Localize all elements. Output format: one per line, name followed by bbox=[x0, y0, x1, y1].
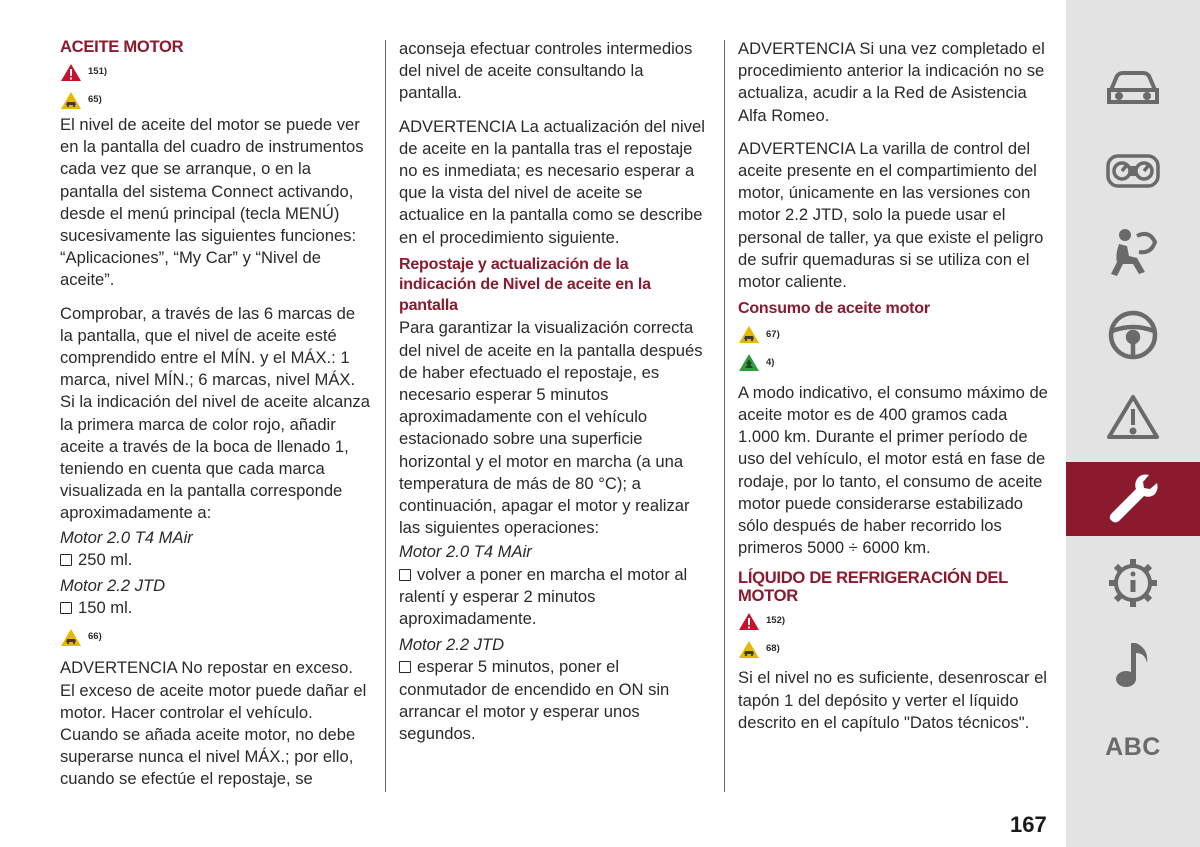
airbag-icon bbox=[1105, 226, 1161, 278]
checkbox-bullet-icon bbox=[399, 661, 411, 673]
paragraph: ADVERTENCIA No repostar en exceso. El exceso de aceite motor puede dañar el motor. Hacer controlar el vehículo. Cuando se añada aceite motor, no debe superarse nunca el nivel MÁX.; por ello, cuando se efectúe el repostaje, se bbox=[60, 658, 367, 789]
engine-label: Motor 2.2 JTD bbox=[399, 635, 505, 655]
wrench-icon bbox=[1105, 471, 1161, 527]
paragraph: aconseja efectuar controles intermedios del nivel de aceite consultando la pantalla. bbox=[399, 39, 693, 103]
section-heading-liquido-refrigeracion: LÍQUIDO DE REFRIGERACIÓN DEL MOTOR bbox=[738, 568, 1008, 606]
chapter-sidebar bbox=[1066, 0, 1200, 847]
caution-ref-number: 67) bbox=[766, 328, 780, 340]
column-divider bbox=[724, 40, 725, 792]
sidebar-item-maintenance[interactable] bbox=[1066, 462, 1200, 536]
checkbox-bullet-icon bbox=[60, 602, 72, 614]
bullet-text: volver a poner en marcha el motor al ralentí y esperar 2 minutos aproximadamente. bbox=[399, 564, 688, 628]
sidebar-item-dashboard[interactable] bbox=[1066, 134, 1200, 208]
caution-ref bbox=[60, 623, 372, 651]
subsection-heading: Repostaje y actualización de la indicación de Nivel de aceite en la pantalla bbox=[399, 255, 651, 314]
warning-ref-number: 152) bbox=[766, 615, 786, 627]
paragraph: Comprobar, a través de las 6 marcas de la pantalla, que el nivel de aceite esté comprendido entre el MÍN. y el MÁX.: 1 marca, nivel MÍN.; 6 marcas, nivel MÁX. Si la indicación del nivel de aceite alcanza la primera marca de color rojo, añadir aceite a través de la boca de llenado 1, teniendo en cuenta que cada marca visualizada en la pantalla corresponde aproximadamente a: bbox=[60, 303, 370, 523]
checkbox-bullet-icon bbox=[60, 554, 72, 566]
column-2 bbox=[399, 38, 707, 749]
section-heading-aceite-motor: ACEITE MOTOR bbox=[60, 37, 184, 56]
column-1 bbox=[60, 38, 372, 802]
steering-wheel-icon bbox=[1107, 309, 1159, 361]
paragraph: A modo indicativo, el consumo máximo de aceite motor es de 400 gramos cada 1.000 km. Durante el primer período de uso del vehículo, el motor está en fase de rodaje, por lo tanto, el consumo de aceite motor puede considerarse estabilizado sólo después de haber recorrido los primeros 5000 ÷ 6000 km. bbox=[738, 382, 1048, 558]
car-caution-icon bbox=[738, 325, 760, 344]
paragraph: El nivel de aceite del motor se puede ver en la pantalla del cuadro de instrumentos cada vez que se arranque, o en la pantalla del sistema Connect activando, desde el menú principal (tecla MENÚ) sucesivamente las siguientes funciones: “Aplicaciones”, “My Car” y “Nivel de aceite”. bbox=[60, 115, 364, 290]
warning-ref-number: 151) bbox=[88, 65, 108, 77]
danger-warning-icon bbox=[738, 612, 760, 631]
warning-ref bbox=[738, 607, 1050, 635]
music-note-icon bbox=[1111, 639, 1155, 691]
paragraph: ADVERTENCIA La actualización del nivel de aceite en la pantalla tras el repostaje no es inmediata; es necesario esperar a que la vista del nivel de aceite se actualice en la pantalla como se describe en el procedimiento siguiente. bbox=[399, 116, 705, 247]
caution-ref bbox=[60, 86, 372, 114]
paragraph: Si el nivel no es suficiente, desenroscar el tapón 1 del depósito y verter el líquido descrito en el capítulo "Datos técnicos". bbox=[738, 668, 1047, 732]
paragraph: ADVERTENCIA La varilla de control del aceite presente en el compartimiento del motor, únicamente en las versiones con motor 2.2 JTD, solo la puede usar el personal de taller, ya que existe el peligro de sufrir quemaduras si se utiliza con el motor caliente. bbox=[738, 138, 1044, 292]
engine-label: Motor 2.0 T4 MAir bbox=[399, 542, 532, 562]
car-caution-icon bbox=[60, 628, 82, 647]
info-gear-icon bbox=[1106, 556, 1160, 610]
caution-ref bbox=[738, 635, 1050, 663]
caution-ref bbox=[738, 321, 1050, 349]
environment-icon bbox=[738, 353, 760, 372]
engine-label: Motor 2.2 JTD bbox=[60, 576, 166, 596]
warning-ref bbox=[60, 58, 372, 86]
environment-ref bbox=[738, 349, 1050, 377]
checkbox-bullet-icon bbox=[399, 569, 411, 581]
sidebar-item-driving[interactable] bbox=[1066, 298, 1200, 372]
paragraph: Para garantizar la visualización correcta del nivel de aceite en la pantalla después de haber efectuado el repostaje, es necesario esperar 5 minutos aproximadamente con el vehículo estacionado sobre una superficie horizontal y el motor en marcha (a una temperatura de más de 80 °C); a continuación, apagar el motor y realizar las siguientes operaciones: bbox=[399, 318, 703, 538]
environment-ref-number: 4) bbox=[766, 356, 775, 368]
sidebar-item-index[interactable] bbox=[1066, 710, 1200, 784]
sidebar-item-emergency[interactable] bbox=[1066, 380, 1200, 454]
sidebar-item-technical-data[interactable] bbox=[1066, 546, 1200, 620]
bullet-item bbox=[60, 549, 372, 571]
column-3 bbox=[738, 38, 1050, 745]
abc-index-label: ABC bbox=[1105, 732, 1161, 761]
bullet-text: 150 ml. bbox=[78, 598, 133, 618]
column-divider bbox=[385, 40, 386, 792]
bullet-item bbox=[60, 597, 372, 619]
warning-icon bbox=[1106, 393, 1160, 441]
paragraph: ADVERTENCIA Si una vez completado el procedimiento anterior la indicación no se actualiza, acudir a la Red de Asistencia Alfa Romeo. bbox=[738, 39, 1045, 125]
page-number: 167 bbox=[1010, 812, 1047, 837]
car-caution-icon bbox=[738, 640, 760, 659]
engine-label: Motor 2.0 T4 MAir bbox=[60, 527, 193, 547]
bullet-item bbox=[399, 564, 707, 631]
danger-warning-icon bbox=[60, 63, 82, 82]
bullet-item bbox=[399, 656, 707, 745]
bullet-text: esperar 5 minutos, poner el conmutador de encendido en ON sin arrancar el motor y esperar unos segundos. bbox=[399, 657, 670, 743]
sidebar-item-multimedia[interactable] bbox=[1066, 628, 1200, 702]
bullet-text: 250 ml. bbox=[78, 549, 133, 569]
dashboard-icon bbox=[1105, 151, 1161, 191]
caution-ref-number: 66) bbox=[88, 631, 102, 643]
car-caution-icon bbox=[60, 91, 82, 110]
sidebar-item-car[interactable] bbox=[1066, 51, 1200, 125]
sidebar-item-safety[interactable] bbox=[1066, 215, 1200, 289]
caution-ref-number: 68) bbox=[766, 643, 780, 655]
caution-ref-number: 65) bbox=[88, 93, 102, 105]
car-icon bbox=[1105, 68, 1161, 108]
subsection-heading: Consumo de aceite motor bbox=[738, 300, 930, 318]
